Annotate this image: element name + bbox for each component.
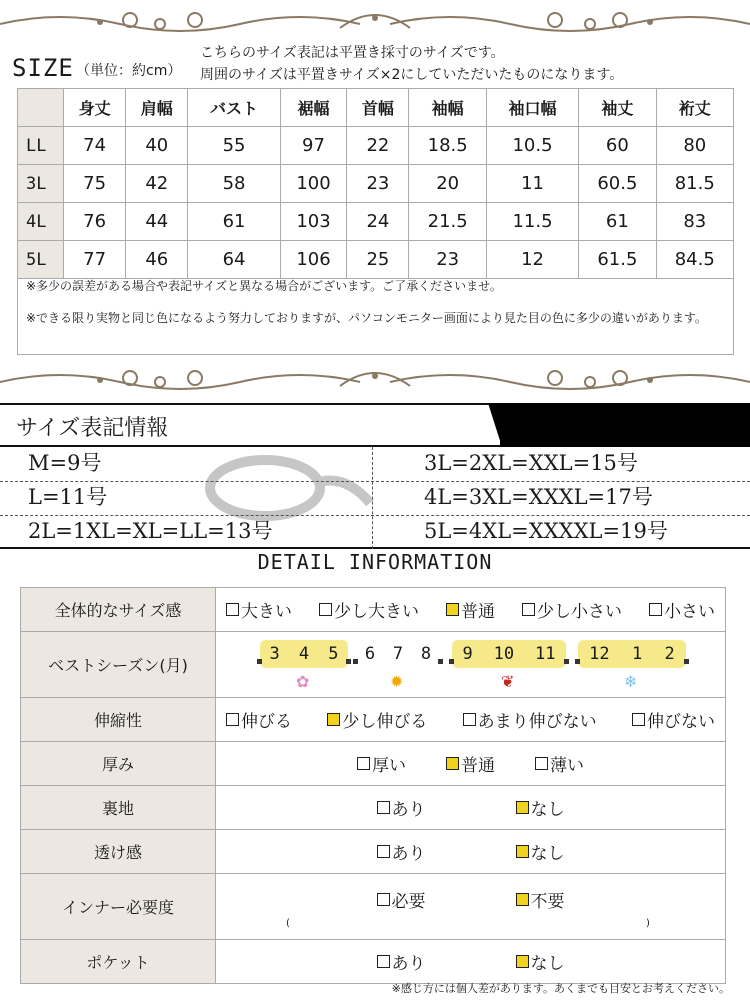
option-inner: [377, 887, 426, 912]
cell: 42: [126, 165, 188, 203]
option-fit: [446, 597, 495, 622]
month-label: 2: [664, 643, 675, 664]
table-row: [21, 742, 726, 786]
option-group: [216, 597, 725, 622]
season-marker: [346, 659, 351, 664]
cell: 74: [64, 127, 126, 165]
table-row: [18, 127, 734, 165]
month-label: 11: [535, 643, 556, 664]
option-thickness: [535, 751, 584, 776]
option-stretch: [226, 707, 292, 732]
middle-ornament: [0, 360, 750, 400]
cell: 80: [656, 127, 733, 165]
cell: 55: [188, 127, 280, 165]
option-group: [216, 839, 725, 864]
option-stretch: [463, 707, 597, 732]
month-label: 3: [269, 643, 280, 664]
option-label: 少し小さい: [537, 602, 622, 622]
month-label: 7: [392, 643, 404, 664]
col-header: 身丈: [64, 89, 126, 127]
row-size: 5L: [18, 241, 64, 279]
option-lining: [516, 795, 565, 820]
divider: [372, 447, 373, 549]
col-header: 袖口幅: [486, 89, 578, 127]
option-fit: [226, 597, 292, 622]
lining-options: [216, 786, 726, 830]
season-marker: [449, 659, 454, 664]
table-row: [18, 203, 734, 241]
row-label: ベストシーズン(月): [21, 632, 216, 698]
col-header: 裄丈: [656, 89, 733, 127]
month-label: 4: [298, 643, 310, 664]
option-label: 伸びない: [646, 712, 715, 732]
checkbox-icon: [632, 713, 645, 726]
option-label: 伸びる: [241, 712, 292, 732]
option-label: 必要: [391, 892, 426, 912]
col-header: 袖幅: [409, 89, 486, 127]
size-equiv: L=11号: [28, 485, 108, 509]
table-row: [21, 588, 726, 632]
table-row: [18, 165, 734, 203]
cell: 10.5: [486, 127, 578, 165]
size-title: SIZE: [12, 54, 74, 82]
cell: 25: [347, 241, 409, 279]
cell: 61.5: [579, 241, 656, 279]
size-equiv: 3L=2XL=XXL=15号: [424, 451, 638, 475]
option-label: 大きい: [241, 602, 292, 622]
cell: 24: [347, 203, 409, 241]
table-row: [21, 698, 726, 742]
checked-box-icon: [516, 845, 529, 858]
table-row: [21, 632, 726, 698]
cell: 11: [486, 165, 578, 203]
size-equiv: M=9号: [28, 451, 102, 475]
sheer-options: [216, 830, 726, 874]
option-label: 少し大きい: [334, 602, 419, 622]
option-thickness: [446, 751, 495, 776]
checkbox-icon: [377, 893, 390, 906]
month-label: 9: [462, 643, 473, 664]
cell: 23: [409, 241, 486, 279]
cell: 103: [280, 203, 347, 241]
checkbox-icon: [226, 603, 239, 616]
season-marker: [353, 659, 358, 664]
divider: [0, 515, 750, 516]
cell: 76: [64, 203, 126, 241]
col-header: 肩幅: [126, 89, 188, 127]
table-row: [21, 830, 726, 874]
paren-left: (: [286, 918, 290, 929]
cell: 61: [579, 203, 656, 241]
option-group: [216, 795, 725, 820]
cell: 77: [64, 241, 126, 279]
season-cell: [216, 632, 726, 698]
season-marker: [257, 659, 262, 664]
cell: 64: [188, 241, 280, 279]
cell: 40: [126, 127, 188, 165]
checkbox-icon: [535, 757, 548, 770]
cell: 61: [188, 203, 280, 241]
checked-box-icon: [516, 955, 529, 968]
row-label: 裏地: [21, 786, 216, 830]
option-inner: [516, 887, 565, 912]
corner-cell: [18, 89, 64, 127]
option-label: 普通: [461, 756, 495, 776]
cell: 84.5: [656, 241, 733, 279]
cell: 106: [280, 241, 347, 279]
option-label: 普通: [461, 602, 495, 622]
header-decoration: [500, 403, 750, 447]
cell: 60: [579, 127, 656, 165]
snowflake-icon: ❄: [624, 671, 638, 691]
option-group: [216, 887, 725, 912]
cell: 11.5: [486, 203, 578, 241]
col-header: バスト: [188, 89, 280, 127]
checkbox-icon: [463, 713, 476, 726]
cell: 46: [126, 241, 188, 279]
month-label: 1: [631, 643, 643, 664]
paren-right: ): [646, 918, 650, 929]
row-label: インナー必要度: [21, 874, 216, 940]
cell: 81.5: [656, 165, 733, 203]
disclaimer: ※できる限り実物と同じ色になるよう努力しておりますが、パソコンモニター画面により見た目の色に多少の違いがあります。: [26, 311, 707, 325]
size-info-grid: [0, 447, 750, 549]
row-label: 透け感: [21, 830, 216, 874]
option-stretch: [632, 707, 715, 732]
month-group: [452, 640, 566, 668]
option-group: [216, 751, 725, 776]
month-label: 5: [328, 643, 339, 664]
cell: 60.5: [579, 165, 656, 203]
cell: 44: [126, 203, 188, 241]
table-row: [21, 786, 726, 830]
checked-box-icon: [516, 801, 529, 814]
option-pocket: [377, 949, 426, 974]
option-label: あり: [391, 800, 426, 820]
row-size: LL: [18, 127, 64, 165]
month-label: 8: [420, 643, 432, 664]
row-label: 伸縮性: [21, 698, 216, 742]
footnote: ※感じ方には個人差があります。あくまでも目安とお考えください。: [391, 982, 730, 995]
detail-title: DETAIL INFORMATION: [257, 550, 493, 574]
option-fit: [522, 597, 622, 622]
col-header: 袖丈: [579, 89, 656, 127]
option-label: 厚い: [372, 756, 406, 776]
divider: [0, 481, 750, 482]
cell: 22: [347, 127, 409, 165]
season-months: [216, 634, 725, 696]
size-equiv: 2L=1XL=XL=LL=13号: [28, 519, 273, 543]
season-marker: [564, 659, 569, 664]
cell: 23: [347, 165, 409, 203]
month-group: [578, 640, 686, 668]
option-group: [216, 707, 725, 732]
cell: 97: [280, 127, 347, 165]
cell: 18.5: [409, 127, 486, 165]
checkbox-icon: [377, 845, 390, 858]
month-label: 6: [364, 643, 376, 664]
checkbox-icon: [319, 603, 332, 616]
checked-box-icon: [516, 893, 529, 906]
month-label: 10: [493, 643, 515, 664]
row-label: 厚み: [21, 742, 216, 786]
inner-options: [216, 874, 726, 940]
option-label: あり: [391, 844, 426, 864]
row-size: 4L: [18, 203, 64, 241]
option-label: 不要: [530, 892, 565, 912]
month-label: 12: [589, 643, 610, 664]
month-group: [356, 640, 440, 668]
cell: 12: [486, 241, 578, 279]
option-label: なし: [530, 800, 565, 820]
row-label: 全体的なサイズ感: [21, 588, 216, 632]
checkbox-icon: [226, 713, 239, 726]
sunflower-icon: ✹: [390, 671, 404, 691]
top-ornament: [0, 2, 750, 42]
col-header: 首幅: [347, 89, 409, 127]
row-label: ポケット: [21, 940, 216, 984]
size-info-section: [0, 403, 750, 549]
option-lining: [377, 795, 426, 820]
option-thickness: [357, 751, 406, 776]
checked-box-icon: [446, 603, 459, 616]
checkbox-icon: [377, 801, 390, 814]
fit-options: [216, 588, 726, 632]
size-equiv: 5L=4XL=XXXXL=19号: [424, 519, 668, 543]
sakura-flower-icon: ✿: [296, 671, 310, 691]
size-info-title: サイズ表記情報: [16, 416, 169, 441]
checkbox-icon: [649, 603, 662, 616]
checkbox-icon: [377, 955, 390, 968]
option-fit: [649, 597, 715, 622]
season-marker: [438, 659, 443, 664]
cell: 20: [409, 165, 486, 203]
size-table: [17, 88, 734, 279]
option-label: 少し伸びる: [342, 712, 428, 732]
row-size: 3L: [18, 165, 64, 203]
cell: 83: [656, 203, 733, 241]
size-unit: （単位：約cm）: [76, 63, 182, 79]
cell: 21.5: [409, 203, 486, 241]
season-marker: [684, 659, 689, 664]
option-sheer: [516, 839, 565, 864]
checked-box-icon: [446, 757, 459, 770]
size-note: こちらのサイズ表記は平置き採寸のサイズです。 周囲のサイズは平置きサイズ×2にしていただいたものになります。: [200, 45, 624, 83]
disclaimer: ※多少の誤差がある場合や表記サイズと異なる場合がございます。ご了承くださいませ。: [26, 279, 502, 293]
thickness-options: [216, 742, 726, 786]
pocket-options: [216, 940, 726, 984]
detail-table: [20, 587, 726, 984]
option-label: なし: [530, 844, 565, 864]
option-pocket: [516, 949, 565, 974]
col-header: 裾幅: [280, 89, 347, 127]
option-label: あまり伸びない: [477, 712, 597, 732]
cell: 58: [188, 165, 280, 203]
cell: 75: [64, 165, 126, 203]
stretch-options: [216, 698, 726, 742]
option-label: なし: [530, 954, 565, 974]
option-group: [216, 949, 725, 974]
option-label: 小さい: [664, 602, 715, 622]
size-equiv: 4L=3XL=XXXL=17号: [424, 485, 653, 509]
cell: 100: [280, 165, 347, 203]
option-stretch: [327, 707, 427, 732]
option-fit: [319, 597, 419, 622]
checkbox-icon: [522, 603, 535, 616]
checked-box-icon: [327, 713, 340, 726]
size-info-header: [0, 403, 750, 447]
option-label: 薄い: [550, 756, 584, 776]
season-marker: [575, 659, 580, 664]
size-table-header: [18, 89, 734, 127]
option-label: あり: [391, 954, 426, 974]
maple-leaf-icon: ❦: [501, 671, 515, 691]
table-row: [21, 940, 726, 984]
size-disclaimers: [17, 270, 734, 355]
checkbox-icon: [357, 757, 370, 770]
option-sheer: [377, 839, 426, 864]
month-group: [260, 640, 348, 668]
table-row: [21, 874, 726, 940]
